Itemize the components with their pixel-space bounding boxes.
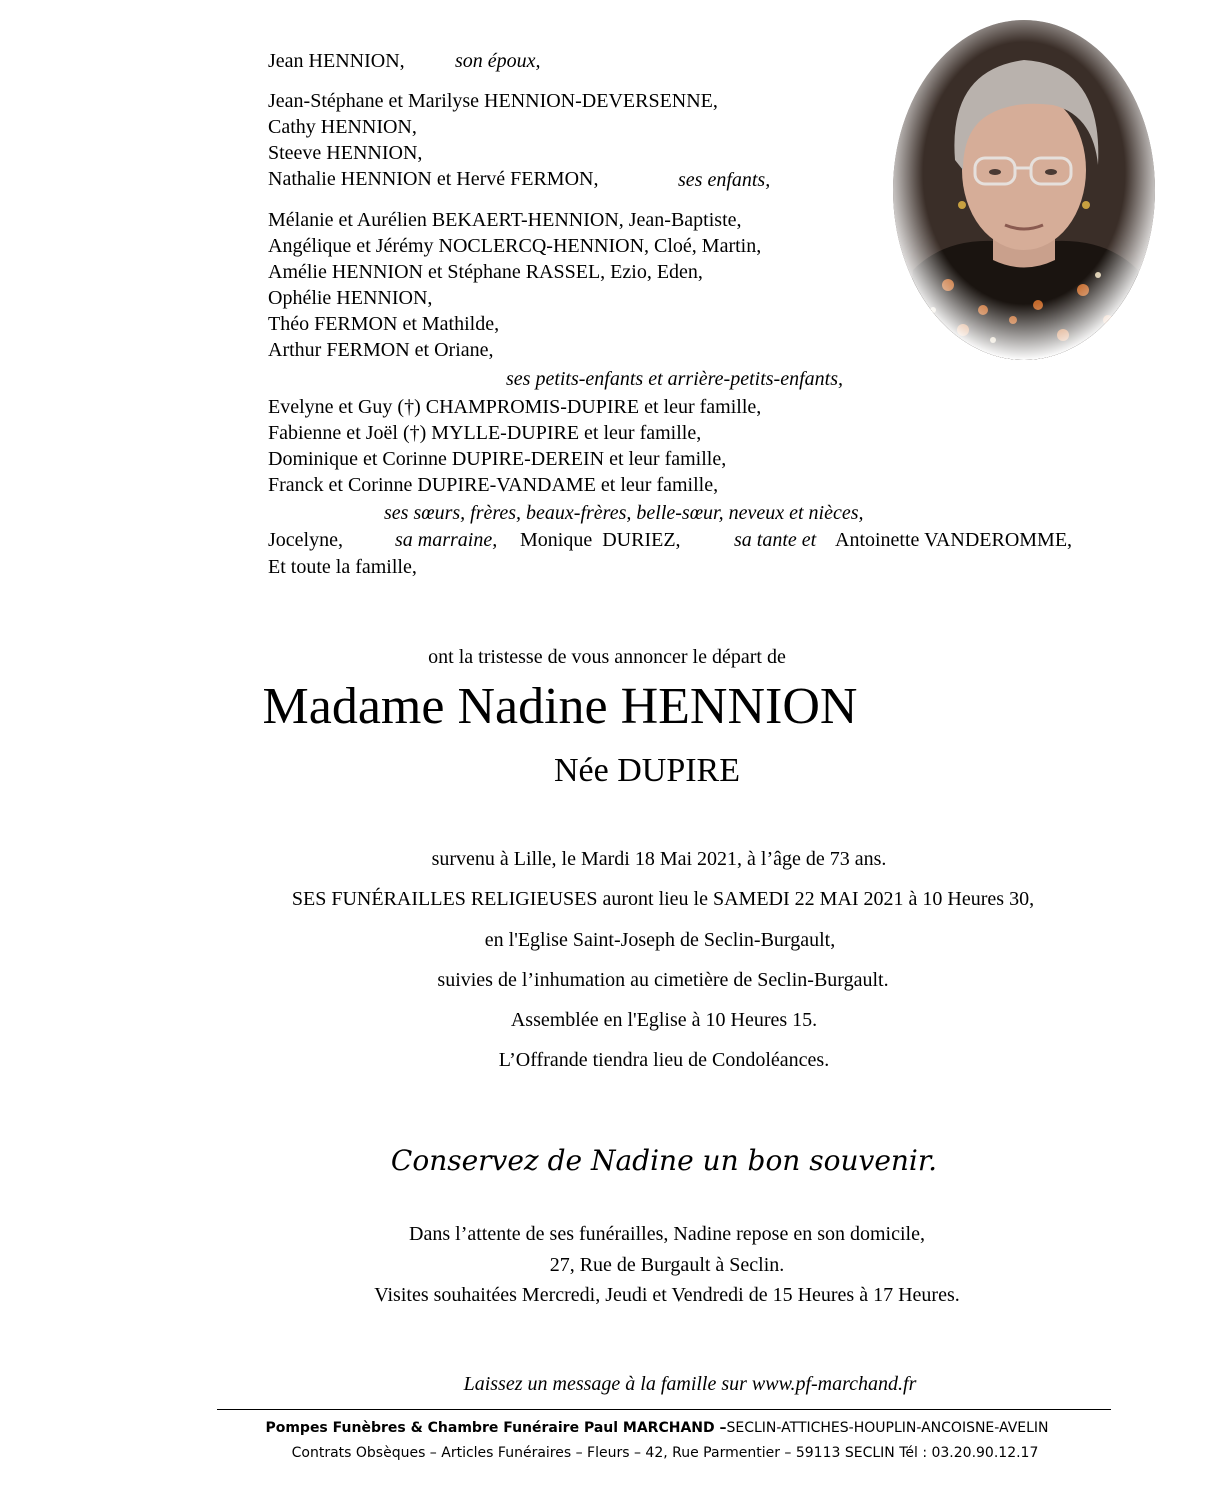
- spouse-role: son époux,: [455, 50, 541, 72]
- grandchild-line: Mélanie et Aurélien BEKAERT-HENNION, Jean-Baptiste,: [268, 209, 742, 231]
- other-role-marraine: sa marraine,: [395, 529, 498, 551]
- detail-line: SES FUNÉRAILLES RELIGIEUSES auront lieu le SAMEDI 22 MAI 2021 à 10 Heures 30,: [291, 888, 1035, 910]
- sibling-line: Fabienne et Joël (†) MYLLE-DUPIRE et leur famille,: [268, 422, 702, 444]
- spouse-name: Jean HENNION,: [268, 50, 405, 72]
- deceased-name: Madame Nadine HENNION: [262, 678, 858, 735]
- footer-contact: Contrats Obsèques – Articles Funéraires – Fleurs – 42, Rue Parmentier – 59113 SECLIN Tél : 03.20.90.12.17: [291, 1445, 1039, 1461]
- grandchild-line: Théo FERMON et Mathilde,: [268, 313, 500, 335]
- detail-line: Assemblée en l'Eglise à 10 Heures 15.: [510, 1009, 818, 1031]
- visit-line: 27, Rue de Burgault à Seclin.: [549, 1254, 785, 1276]
- sibling-line: Dominique et Corinne DUPIRE-DEREIN et leur famille,: [268, 448, 727, 470]
- footer-company: [50, 1420, 1214, 1436]
- footer-company-locations: SECLIN-ATTICHES-HOUPLIN-ANCOISNE-AVELIN: [726, 1420, 1049, 1436]
- sibling-line: Franck et Corinne DUPIRE-VANDAME et leur famille,: [268, 474, 719, 496]
- sibling-line: Evelyne et Guy (†) CHAMPROMIS-DUPIRE et leur famille,: [268, 396, 762, 418]
- grandchild-line: Arthur FERMON et Oriane,: [268, 339, 494, 361]
- child-line: Jean-Stéphane et Marilyse HENNION-DEVERSENNE,: [268, 90, 718, 112]
- other-name-monique: Monique DURIEZ,: [520, 529, 681, 551]
- siblings-role: ses sœurs, frères, beaux-frères, belle-sœur, neveux et nièces,: [384, 502, 864, 524]
- grandchild-line: Angélique et Jérémy NOCLERCQ-HENNION, Cloé, Martin,: [268, 235, 762, 257]
- child-line: Steeve HENNION,: [268, 142, 423, 164]
- announcement-intro: ont la tristesse de vous annoncer le départ de: [428, 646, 786, 668]
- souvenir-line: Conservez de Nadine un bon souvenir.: [390, 1144, 938, 1177]
- other-name-antoinette: Antoinette VANDEROMME,: [835, 529, 1073, 551]
- footer-company-name: Pompes Funèbres & Chambre Funéraire Paul MARCHAND –: [265, 1420, 727, 1436]
- portrait-illustration: [893, 20, 1155, 360]
- footer-divider: [217, 1409, 1111, 1410]
- children-role: ses enfants,: [678, 169, 771, 191]
- other-name-jocelyne: Jocelyne,: [268, 529, 343, 551]
- message-website: Laissez un message à la famille sur www.pf-marchand.fr: [463, 1373, 917, 1395]
- child-line: Nathalie HENNION et Hervé FERMON,: [268, 168, 599, 190]
- portrait-photo: [893, 20, 1155, 360]
- child-line: Cathy HENNION,: [268, 116, 417, 138]
- family-closing: Et toute la famille,: [268, 556, 417, 578]
- visit-line: Dans l’attente de ses funérailles, Nadine repose en son domicile,: [409, 1223, 925, 1245]
- grandchildren-role: ses petits-enfants et arrière-petits-enfants,: [506, 368, 843, 390]
- detail-line: suivies de l’inhumation au cimetière de Seclin-Burgault.: [437, 969, 889, 991]
- other-role-tante: sa tante et: [734, 529, 817, 551]
- maiden-name: Née DUPIRE: [553, 752, 741, 789]
- detail-line: survenu à Lille, le Mardi 18 Mai 2021, à l’âge de 73 ans.: [431, 848, 887, 870]
- grandchild-line: Ophélie HENNION,: [268, 287, 433, 309]
- visit-line: Visites souhaitées Mercredi, Jeudi et Vendredi de 15 Heures à 17 Heures.: [374, 1284, 960, 1306]
- detail-line: L’Offrande tiendra lieu de Condoléances.: [498, 1049, 830, 1071]
- grandchild-line: Amélie HENNION et Stéphane RASSEL, Ezio, Eden,: [268, 261, 703, 283]
- detail-line: en l'Eglise Saint-Joseph de Seclin-Burgault,: [484, 929, 836, 951]
